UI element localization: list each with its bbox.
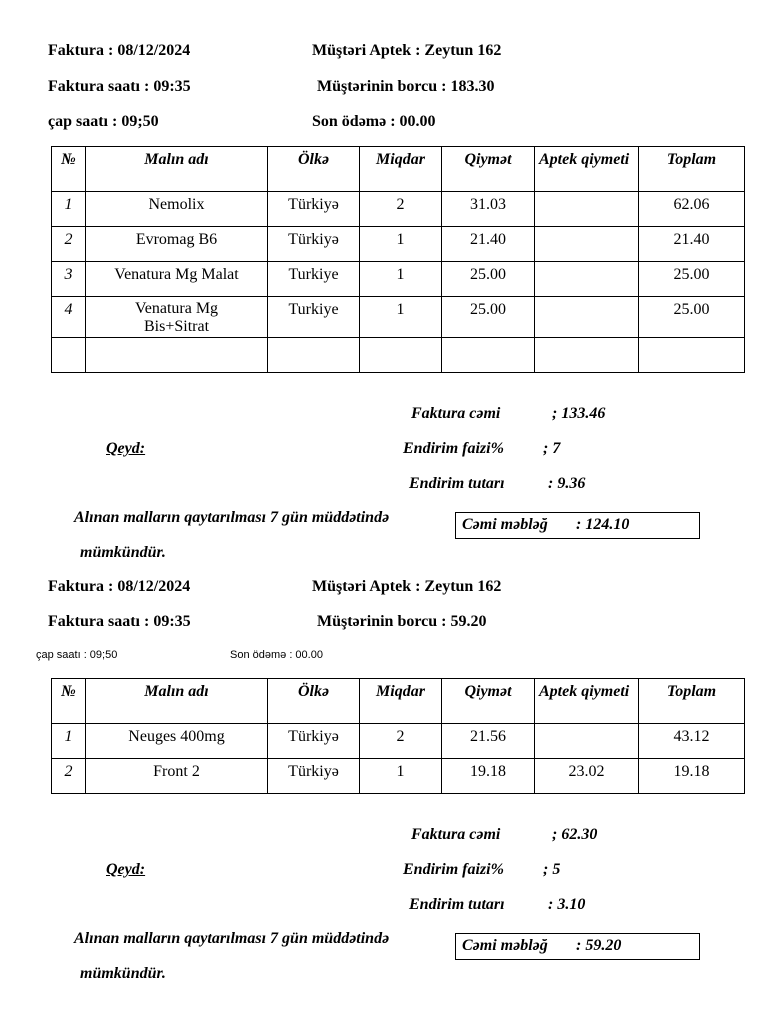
customer-debt: Müştərinin borcu : 183.30 bbox=[317, 78, 495, 95]
cell-name: Nemolix bbox=[86, 192, 268, 227]
cell-total bbox=[639, 338, 745, 373]
return-note-line1: Alınan malların qaytarılması 7 gün müddətində bbox=[74, 930, 390, 947]
cell-pharmacy-price bbox=[535, 262, 639, 297]
cell-pharmacy-price bbox=[535, 227, 639, 262]
cell-no: 2 bbox=[52, 227, 86, 262]
col-header-pharmacy-price: Aptek qiymeti bbox=[535, 147, 639, 192]
invoice-sum-value: ; 62.30 bbox=[552, 826, 598, 843]
grand-total-label: Cəmi məbləğ bbox=[462, 937, 548, 954]
table-row bbox=[52, 192, 745, 227]
cell-country: Turkiye bbox=[268, 297, 360, 338]
grand-total-value: : 59.20 bbox=[576, 937, 622, 954]
cell-name: Neuges 400mg bbox=[86, 724, 268, 759]
invoice-time: Faktura saatı : 09:35 bbox=[48, 613, 191, 630]
col-header-qty: Miqdar bbox=[360, 679, 442, 724]
cell-total: 43.12 bbox=[639, 724, 745, 759]
cell-name: Front 2 bbox=[86, 759, 268, 794]
grand-total-box bbox=[455, 512, 700, 539]
invoice-sum-label: Faktura cəmi bbox=[411, 405, 501, 422]
col-header-no: № bbox=[52, 679, 86, 724]
last-payment: Son ödəmə : 00.00 bbox=[312, 113, 436, 130]
discount-percent-label: Endirim faizi% bbox=[403, 440, 504, 457]
cell-country bbox=[268, 338, 360, 373]
table-header-row bbox=[52, 679, 745, 724]
table-row bbox=[52, 262, 745, 297]
cell-qty: 1 bbox=[360, 262, 442, 297]
discount-amount-label: Endirim tutarı bbox=[409, 896, 505, 913]
items-table bbox=[51, 146, 745, 373]
cell-price: 31.03 bbox=[442, 192, 535, 227]
col-header-name: Malın adı bbox=[86, 147, 268, 192]
cell-price: 21.40 bbox=[442, 227, 535, 262]
col-header-price: Qiymət bbox=[442, 147, 535, 192]
discount-percent-label: Endirim faizi% bbox=[403, 861, 504, 878]
note-label: Qeyd: bbox=[106, 440, 146, 457]
return-note-line2: mümkündür. bbox=[80, 965, 166, 982]
col-header-country: Ölkə bbox=[268, 679, 360, 724]
cell-total: 19.18 bbox=[639, 759, 745, 794]
grand-total-box bbox=[455, 933, 700, 960]
cell-no: 2 bbox=[52, 759, 86, 794]
col-header-price: Qiymət bbox=[442, 679, 535, 724]
table-row-empty bbox=[52, 338, 745, 373]
table-header-row bbox=[52, 147, 745, 192]
cell-name: Venatura Mg Malat bbox=[86, 262, 268, 297]
return-note-line2: mümkündür. bbox=[80, 544, 166, 561]
cell-country: Türkiyə bbox=[268, 227, 360, 262]
customer-debt: Müştərinin borcu : 59.20 bbox=[317, 613, 487, 630]
grand-total-label: Cəmi məbləğ bbox=[462, 516, 548, 533]
col-header-name: Malın adı bbox=[86, 679, 268, 724]
table-row bbox=[52, 759, 745, 794]
col-header-qty: Miqdar bbox=[360, 147, 442, 192]
cell-price: 21.56 bbox=[442, 724, 535, 759]
discount-amount-value: : 9.36 bbox=[548, 475, 586, 492]
cell-qty: 1 bbox=[360, 759, 442, 794]
cell-no: 1 bbox=[52, 724, 86, 759]
cell-total: 25.00 bbox=[639, 262, 745, 297]
col-header-pharmacy-price: Aptek qiymeti bbox=[535, 679, 639, 724]
items-table bbox=[51, 678, 745, 794]
discount-amount-label: Endirim tutarı bbox=[409, 475, 505, 492]
grand-total-value: : 124.10 bbox=[576, 516, 630, 533]
cell-pharmacy-price: 23.02 bbox=[535, 759, 639, 794]
cell-no: 4 bbox=[52, 297, 86, 338]
cell-name: Evromag B6 bbox=[86, 227, 268, 262]
cell-pharmacy-price bbox=[535, 297, 639, 338]
cell-qty: 1 bbox=[360, 297, 442, 338]
invoice-time: Faktura saatı : 09:35 bbox=[48, 78, 191, 95]
cell-total: 62.06 bbox=[639, 192, 745, 227]
col-header-country: Ölkə bbox=[268, 147, 360, 192]
col-header-total: Toplam bbox=[639, 147, 745, 192]
cell-country: Türkiyə bbox=[268, 724, 360, 759]
cell-price: 25.00 bbox=[442, 262, 535, 297]
cell-name: Venatura Mg Bis+Sitrat bbox=[86, 297, 268, 338]
note-label: Qeyd: bbox=[106, 861, 146, 878]
cell-country: Turkiye bbox=[268, 262, 360, 297]
cell-total: 21.40 bbox=[639, 227, 745, 262]
cell-price bbox=[442, 338, 535, 373]
print-time: çap saatı : 09;50 bbox=[48, 113, 159, 130]
cell-qty: 2 bbox=[360, 724, 442, 759]
cell-pharmacy-price bbox=[535, 338, 639, 373]
cell-country: Türkiyə bbox=[268, 759, 360, 794]
cell-no: 1 bbox=[52, 192, 86, 227]
table-row bbox=[52, 724, 745, 759]
col-header-no: № bbox=[52, 147, 86, 192]
customer-name: Müştəri Aptek : Zeytun 162 bbox=[312, 42, 502, 59]
col-header-total: Toplam bbox=[639, 679, 745, 724]
table-row bbox=[52, 227, 745, 262]
print-time: çap saatı : 09;50 bbox=[36, 649, 118, 661]
cell-price: 25.00 bbox=[442, 297, 535, 338]
invoice-date: Faktura : 08/12/2024 bbox=[48, 42, 191, 59]
discount-amount-value: : 3.10 bbox=[548, 896, 586, 913]
cell-pharmacy-price bbox=[535, 192, 639, 227]
discount-percent-value: ; 5 bbox=[543, 861, 561, 878]
return-note-line1: Alınan malların qaytarılması 7 gün müddətində bbox=[74, 509, 390, 526]
cell-pharmacy-price bbox=[535, 724, 639, 759]
table-row bbox=[52, 297, 745, 338]
cell-no: 3 bbox=[52, 262, 86, 297]
invoice-sum-value: ; 133.46 bbox=[552, 405, 606, 422]
cell-price: 19.18 bbox=[442, 759, 535, 794]
discount-percent-value: ; 7 bbox=[543, 440, 561, 457]
invoice-sum-label: Faktura cəmi bbox=[411, 826, 501, 843]
cell-country: Türkiyə bbox=[268, 192, 360, 227]
cell-qty: 2 bbox=[360, 192, 442, 227]
last-payment: Son ödəmə : 00.00 bbox=[230, 649, 323, 661]
cell-no bbox=[52, 338, 86, 373]
cell-name bbox=[86, 338, 268, 373]
invoice-date: Faktura : 08/12/2024 bbox=[48, 578, 191, 595]
cell-total: 25.00 bbox=[639, 297, 745, 338]
cell-qty: 1 bbox=[360, 227, 442, 262]
customer-name: Müştəri Aptek : Zeytun 162 bbox=[312, 578, 502, 595]
cell-qty bbox=[360, 338, 442, 373]
